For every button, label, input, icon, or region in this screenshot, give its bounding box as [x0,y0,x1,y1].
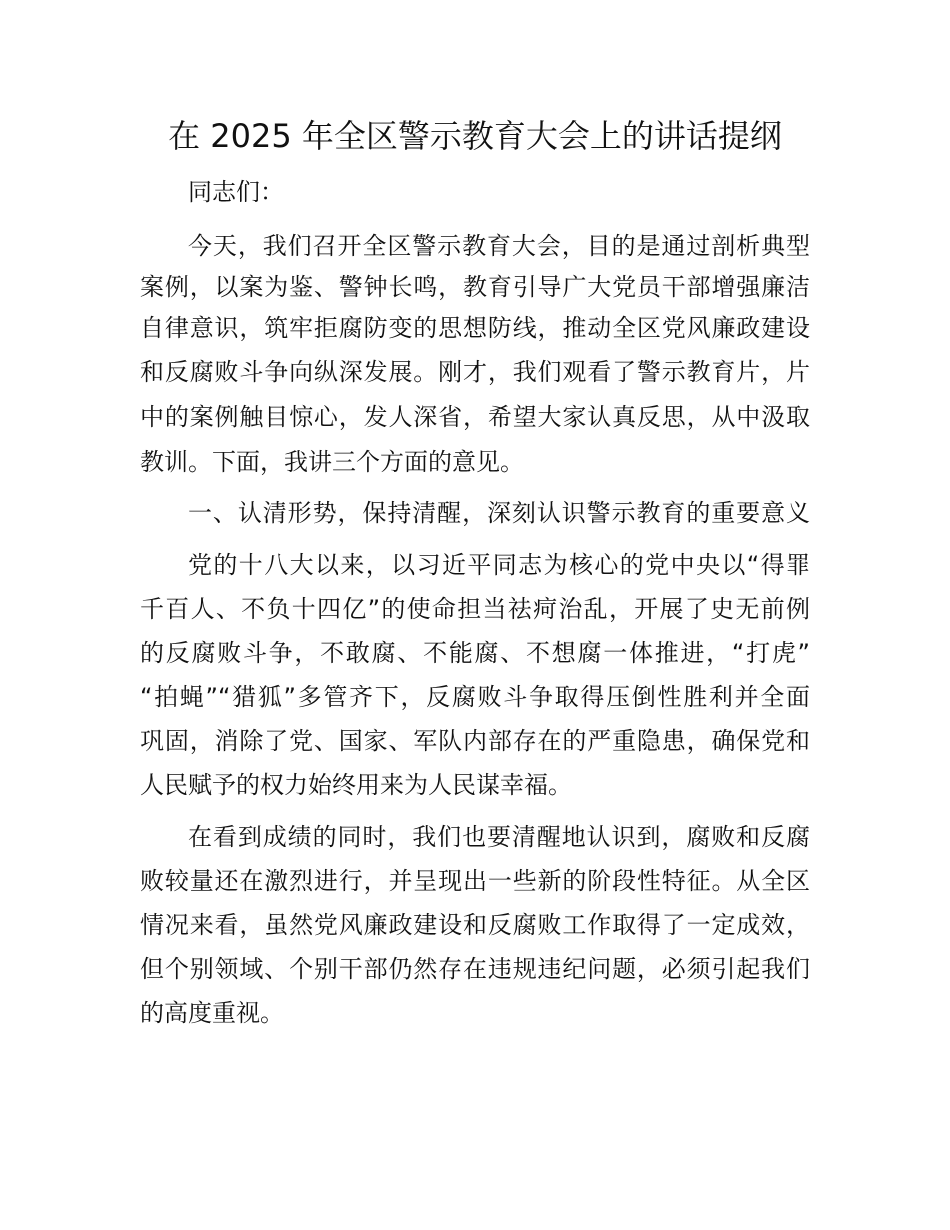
paragraph-3-line-3: 情况来看，虽然党风廉政建设和反腐败工作取得了一定成效， [140,911,810,939]
paragraph-1-line-4: 和反腐败斗争向纵深发展。刚才，我们观看了警示教育片，片 [140,358,810,386]
paragraph-2-line-4: “拍蝇”“猎狐”多管齐下，反腐败斗争取得压倒性胜利并全面 [140,683,810,711]
document-title: 在 2025 年全区警示教育大会上的讲话提纲 [168,117,782,155]
paragraph-3-line-2: 败较量还在激烈进行，并呈现出一些新的阶段性特征。从全区 [140,867,810,895]
paragraph-2-line-3: 的反腐败斗争，不敢腐、不能腐、不想腐一体推进，“打虎” [140,639,810,667]
paragraph-2-line-1: 党的十八大以来，以习近平同志为核心的党中央以“得罪 [188,551,810,579]
paragraph-1-line-3: 自律意识，筑牢拒腐防变的思想防线，推动全区党风廉政建设 [140,314,810,342]
paragraph-1-line-1: 今天，我们召开全区警示教育大会，目的是通过剖析典型 [188,232,810,260]
paragraph-3-line-5: 的高度重视。 [140,999,284,1027]
paragraph-1-line-2: 案例，以案为鉴、警钟长鸣，教育引导广大党员干部增强廉洁 [140,273,810,301]
salutation: 同志们： [188,178,284,206]
paragraph-3-line-1: 在看到成绩的同时，我们也要清醒地认识到，腐败和反腐 [188,823,810,851]
paragraph-3-line-4: 但个别领域、个别干部仍然存在违规违纪问题，必须引起我们 [140,955,810,983]
paragraph-1-line-6: 教训。下面，我讲三个方面的意见。 [140,448,524,476]
section-heading-1: 一、认清形势，保持清醒，深刻认识警示教育的重要意义 [188,499,810,527]
paragraph-2-line-6: 人民赋予的权力始终用来为人民谋幸福。 [140,771,572,799]
paragraph-1-line-5: 中的案例触目惊心，发人深省，希望大家认真反思，从中汲取 [140,403,810,431]
paragraph-2-line-5: 巩固，消除了党、国家、军队内部存在的严重隐患，确保党和 [140,727,810,755]
paragraph-2-line-2: 千百人、不负十四亿”的使命担当祛疴治乱，开展了史无前例 [140,595,810,623]
